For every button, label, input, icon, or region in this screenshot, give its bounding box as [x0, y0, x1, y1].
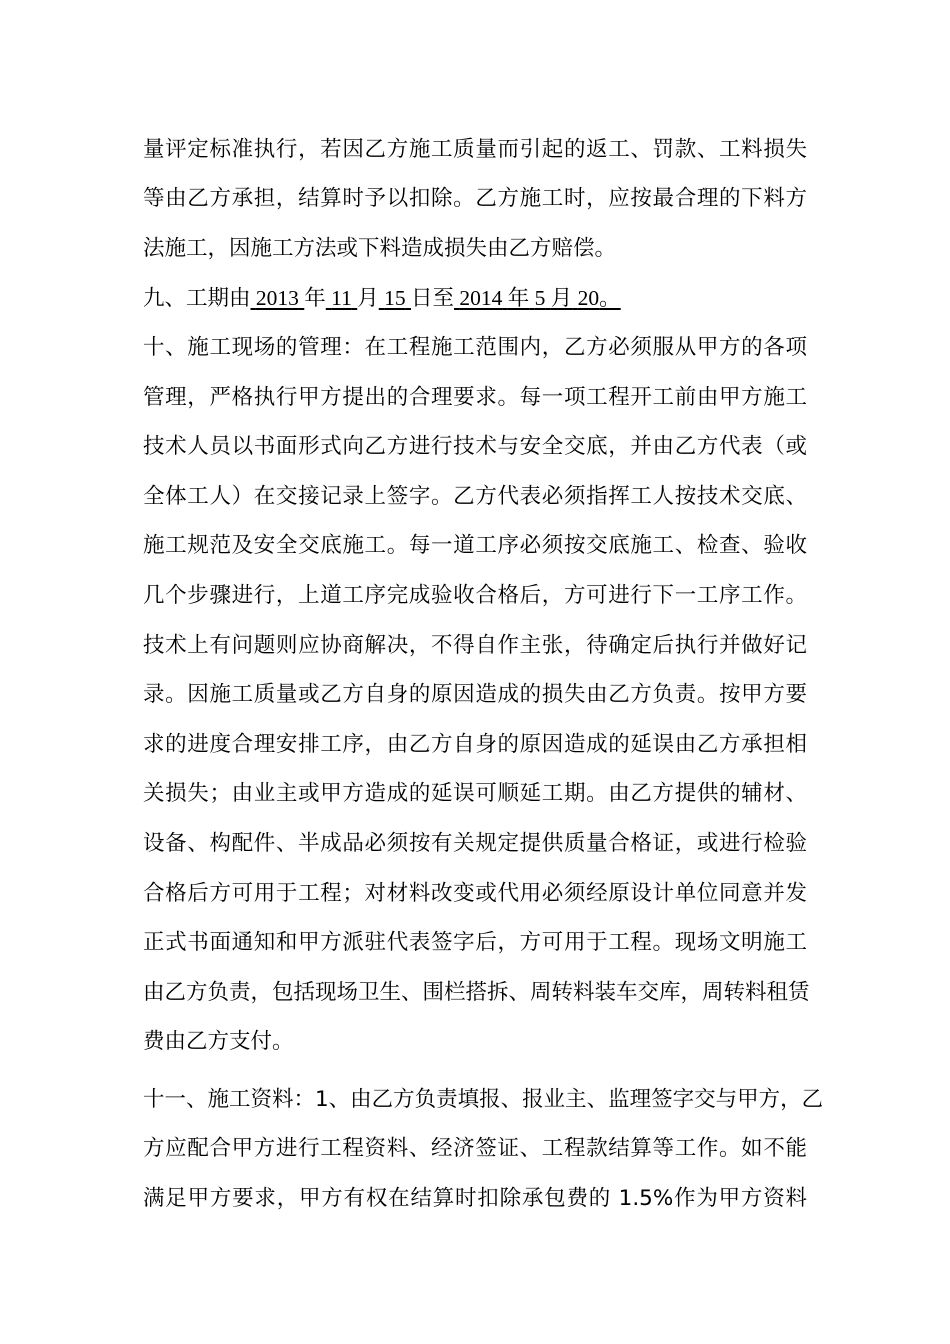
day-label: 日至 [411, 286, 455, 311]
text-line: 施工规范及安全交底施工。每一道工序必须按交底施工、检查、验收 [143, 533, 807, 558]
text-line: 由乙方负责，包括现场卫生、围栏搭拆、周转料装车交库，周转料租赁 [143, 980, 810, 1005]
text-line: 全体工人）在交接记录上签字。乙方代表必须指挥工人按技术交底、 [143, 484, 807, 509]
text-line: 满足甲方要求，甲方有权在结算时扣除承包费的 1.5%作为甲方资料 [143, 1186, 807, 1211]
text-line: 十、施工现场的管理：在工程施工范围内，乙方必须服从甲方的各项 [143, 335, 807, 360]
text-line: 法施工，因施工方法或下料造成损失由乙方赔偿。 [143, 236, 617, 261]
year-label: 年 [304, 286, 326, 311]
start-day: 15 [384, 286, 406, 310]
text-line: 几个步骤进行，上道工序完成验收合格后，方可进行下一工序工作。 [143, 583, 807, 608]
text-line: 等由乙方承担，结算时予以扣除。乙方施工时，应按最合理的下料方 [143, 186, 807, 211]
text-line: 录。因施工质量或乙方自身的原因造成的损失由乙方负责。按甲方要 [143, 682, 807, 707]
text-line: 技术上有问题则应协商解决，不得自作主张，待确定后执行并做好记 [143, 633, 807, 658]
text-line: 合格后方可用于工程；对材料改变或代用必须经原设计单位同意并发 [143, 881, 807, 906]
start-month: 11 [331, 286, 352, 310]
text-line: 正式书面通知和甲方派驻代表签字后，方可用于工程。现场文明施工 [143, 930, 807, 955]
text-line: 方应配合甲方进行工程资料、经济签证、工程款结算等工作。如不能 [143, 1136, 807, 1161]
schedule-prefix: 九、工期由 [143, 286, 251, 311]
text-line: 求的进度合理安排工序，由乙方自身的原因造成的延误由乙方承担相 [143, 732, 807, 757]
text-line: 技术人员以书面形式向乙方进行技术与安全交底，并由乙方代表（或 [143, 434, 807, 459]
start-year: 2013 [255, 286, 299, 310]
text-line: 十一、施工资料：1、由乙方负责填报、报业主、监理签字交与甲方，乙 [143, 1087, 824, 1112]
text-line: 量评定标准执行，若因乙方施工质量而引起的返工、罚款、工料损失 [143, 137, 807, 162]
schedule-clause [143, 276, 807, 320]
text-line: 设备、构配件、半成品必须按有关规定提供质量合格证，或进行检验 [143, 831, 807, 856]
text-line: 费由乙方支付。 [143, 1029, 294, 1054]
text-line: 管理，严格执行甲方提出的合理要求。每一项工程开工前由甲方施工 [143, 385, 807, 410]
text-line: 关损失；由业主或甲方造成的延误可顺延工期。由乙方提供的辅材、 [143, 781, 807, 806]
end-date: 2014 年 5 月 20。 [459, 286, 621, 311]
month-label: 月 [357, 286, 379, 311]
